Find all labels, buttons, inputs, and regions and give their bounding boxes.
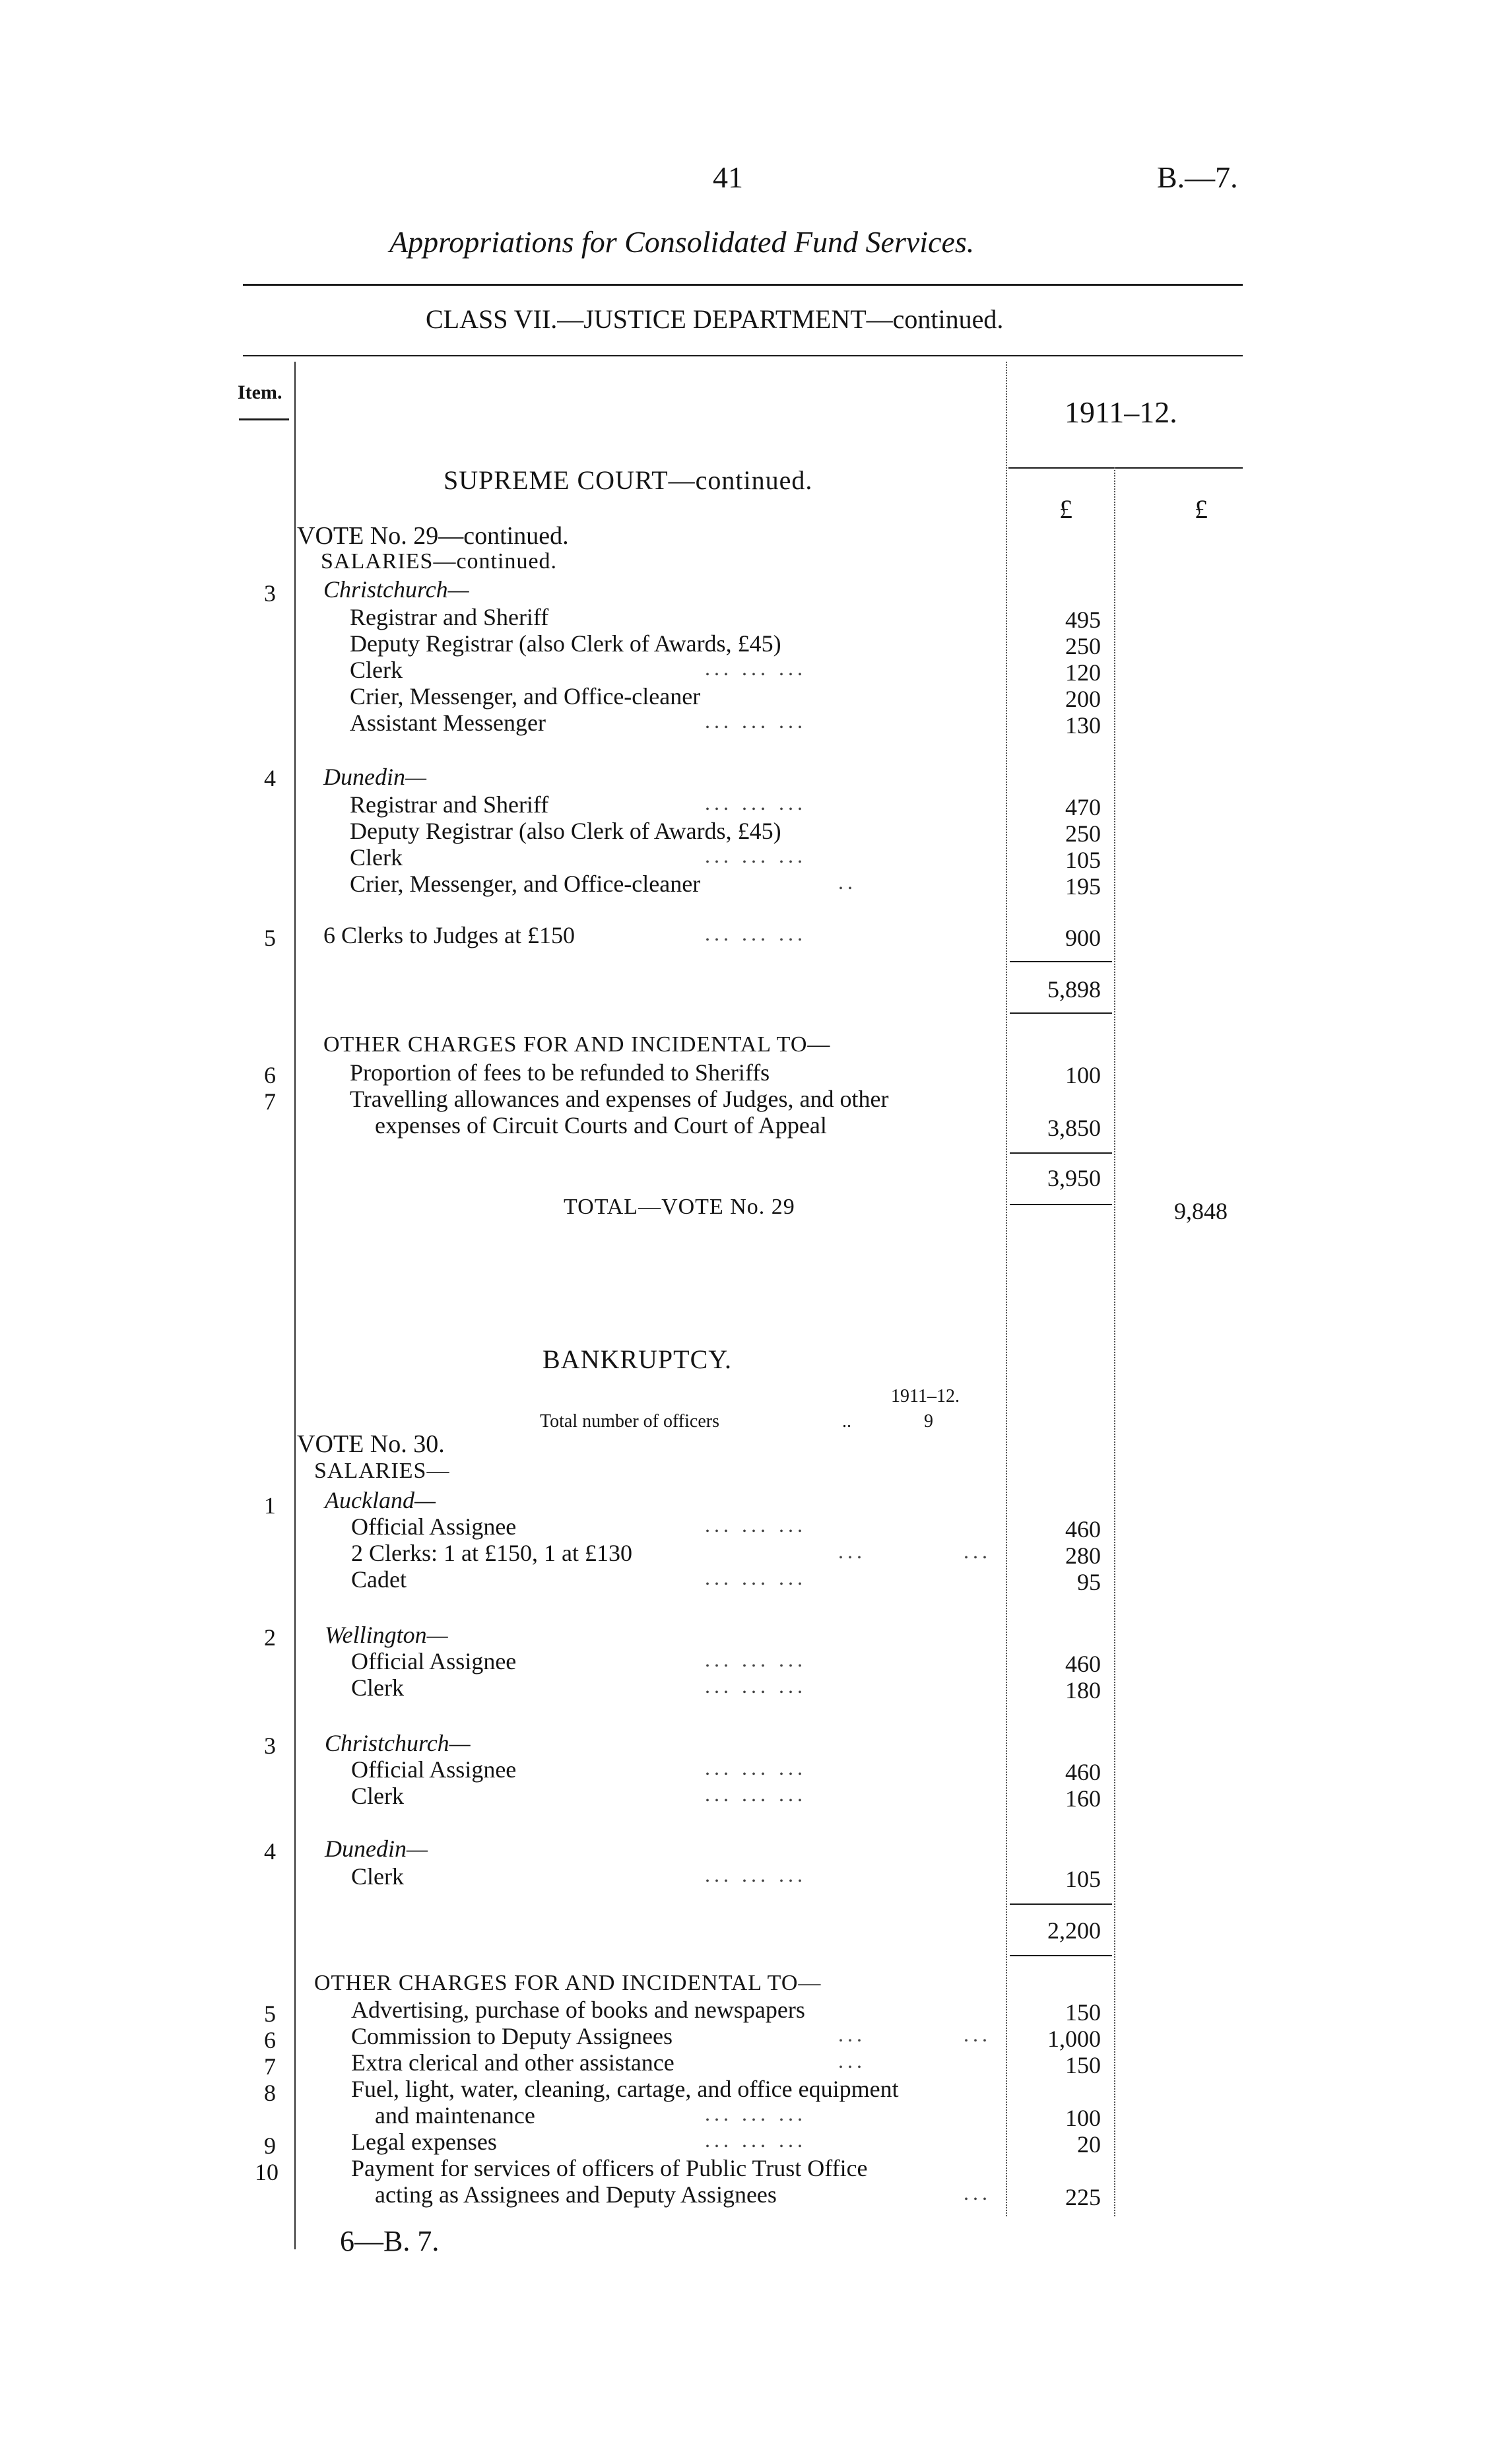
officers-label: Total number of officers [540, 1411, 719, 1432]
leader-dots: ... [838, 2022, 866, 2046]
place-heading: Dunedin— [325, 1836, 428, 1862]
item-column-header: Item. [238, 381, 282, 403]
officers-count: 9 [924, 1411, 933, 1432]
amount: 200 [1065, 686, 1101, 712]
place-heading: Christchurch— [325, 1730, 471, 1756]
line-item: Legal expenses [351, 2129, 497, 2155]
line-item: Extra clerical and other assistance [351, 2049, 674, 2076]
leader-dots: .. [838, 870, 857, 894]
line-item: Crier, Messenger, and Office-cleaner [350, 871, 701, 897]
line-item: Advertising, purchase of books and newspapers [351, 1997, 805, 2023]
item-number: 7 [264, 2053, 276, 2080]
line-item: 2 Clerks: 1 at £150, 1 at £130 [351, 1540, 632, 1566]
amount: 20 [1077, 2131, 1101, 2158]
vote-29-total: 9,848 [1174, 1198, 1228, 1224]
place-heading: Auckland— [325, 1487, 436, 1513]
amount: 130 [1065, 712, 1101, 739]
running-title: Appropriations for Consolidated Fund Services. [389, 225, 975, 259]
item-number: 5 [264, 2001, 276, 2027]
line-item-continued: expenses of Circuit Courts and Court of Appeal [375, 1112, 827, 1139]
line-item: Official Assignee [351, 1648, 517, 1674]
amount: 460 [1065, 1516, 1101, 1542]
subtotal-rule [1010, 1152, 1112, 1154]
other-charges-heading: OTHER CHARGES FOR AND INCIDENTAL TO— [323, 1032, 831, 1057]
amount: 250 [1065, 633, 1101, 659]
page-footer-signature: 6—B. 7. [340, 2225, 440, 2257]
salaries-heading: SALARIES—continued. [321, 549, 558, 574]
supreme-court-title: SUPREME COURT—continued. [444, 465, 813, 495]
amount: 100 [1065, 1062, 1101, 1088]
amount: 105 [1065, 1866, 1101, 1892]
line-item: Deputy Registrar (also Clerk of Awards, £45) [350, 630, 781, 657]
class-rule [243, 355, 1243, 356]
item-number: 1 [264, 1492, 276, 1519]
header-rule [243, 284, 1243, 286]
leader-dots: ... ... ... [705, 656, 806, 680]
document-code: B.—7. [1157, 160, 1238, 194]
leader-dots: ... ... ... [705, 2101, 806, 2125]
item-number: 4 [264, 765, 276, 791]
leader-dots: ... ... ... [705, 1513, 806, 1537]
line-item: Cadet [351, 1566, 407, 1593]
line-item: Deputy Registrar (also Clerk of Awards, £45) [350, 818, 781, 844]
line-item: Clerk [351, 1863, 404, 1890]
amount: 150 [1065, 2052, 1101, 2078]
amount: 100 [1065, 2105, 1101, 2131]
line-item: Official Assignee [351, 1756, 517, 1783]
line-item: Registrar and Sheriff [350, 791, 549, 818]
line-item: Payment for services of officers of Public Trust Office [351, 2155, 868, 2181]
subtotal-rule [1010, 961, 1112, 962]
leader-dots: ... ... ... [705, 791, 806, 814]
other-charges-heading: OTHER CHARGES FOR AND INCIDENTAL TO— [314, 1971, 822, 1995]
vote-29-total-label: TOTAL—VOTE No. 29 [564, 1195, 795, 1219]
page-number: 41 [713, 160, 743, 194]
place-heading: Wellington— [325, 1622, 448, 1648]
leader-dots: ... [964, 2181, 991, 2204]
vote-29-heading: VOTE No. 29—continued. [297, 522, 569, 550]
leader-dots: ... [964, 1539, 991, 1563]
place-heading: Christchurch— [323, 576, 469, 603]
leader-dots: ... ... ... [705, 1782, 806, 1806]
item-number: 6 [264, 1062, 276, 1088]
item-number: 3 [264, 580, 276, 607]
amount: 225 [1065, 2184, 1101, 2210]
subtotal-rule [1010, 1012, 1112, 1014]
other-charges-subtotal: 3,950 [1047, 1165, 1101, 1191]
line-item-continued: acting as Assignees and Deputy Assignees [375, 2181, 777, 2208]
currency-symbol-2: £ [1195, 494, 1208, 524]
salaries-heading: SALARIES— [314, 1459, 450, 1483]
class-heading-text: CLASS VII.—JUSTICE DEPARTMENT—continued. [426, 304, 1004, 334]
item-number: 6 [264, 2027, 276, 2053]
leader-dots: ... ... ... [705, 1756, 806, 1779]
leader-dots: ... ... ... [705, 1863, 806, 1886]
officers-dots: .. [842, 1411, 851, 1432]
item-number: 4 [264, 1838, 276, 1865]
salaries-subtotal: 5,898 [1047, 976, 1101, 1003]
amount: 1,000 [1047, 2026, 1101, 2052]
amount: 95 [1077, 1569, 1101, 1595]
line-item: 6 Clerks to Judges at £150 [323, 922, 575, 948]
line-item: Clerk [350, 844, 403, 871]
leader-dots: ... ... ... [705, 1566, 806, 1589]
leader-dots: ... [964, 2022, 991, 2046]
year-header-rule [1008, 467, 1243, 469]
line-item: Assistant Messenger [350, 710, 546, 736]
amount: 900 [1065, 925, 1101, 951]
amount: 195 [1065, 873, 1101, 900]
item-column-rule [294, 362, 296, 2249]
total-rule [1010, 1204, 1112, 1205]
line-item: Travelling allowances and expenses of Judges, and other [350, 1086, 889, 1112]
line-item-continued: and maintenance [375, 2102, 535, 2129]
amount: 105 [1065, 847, 1101, 873]
amount: 495 [1065, 607, 1101, 633]
item-number: 2 [264, 1624, 276, 1651]
amount: 120 [1065, 659, 1101, 686]
leader-dots: ... ... ... [705, 921, 806, 945]
item-number: 7 [264, 1088, 276, 1115]
amount: 160 [1065, 1785, 1101, 1812]
amount: 470 [1065, 794, 1101, 820]
line-item: Clerk [350, 657, 403, 683]
line-item: Fuel, light, water, cleaning, cartage, and office equipment [351, 2076, 899, 2102]
item-number: 3 [264, 1733, 276, 1759]
bankruptcy-title: BANKRUPTCY. [542, 1344, 732, 1374]
officers-year: 1911–12. [891, 1386, 960, 1406]
line-item: Registrar and Sheriff [350, 604, 549, 630]
leader-dots: ... ... ... [705, 844, 806, 867]
line-item: Commission to Deputy Assignees [351, 2023, 673, 2049]
item-number: 10 [255, 2159, 279, 2185]
leader-dots: ... ... ... [705, 709, 806, 733]
salaries-subtotal: 2,200 [1047, 1917, 1101, 1944]
line-item: Clerk [351, 1674, 404, 1701]
amount: 280 [1065, 1542, 1101, 1569]
amount: 460 [1065, 1759, 1101, 1785]
amount: 3,850 [1047, 1115, 1101, 1141]
amount: 460 [1065, 1651, 1101, 1677]
currency-symbol-1: £ [1059, 494, 1072, 524]
amount: 250 [1065, 820, 1101, 847]
line-item: Proportion of fees to be refunded to Sheriffs [350, 1059, 770, 1086]
item-header-rule [239, 418, 289, 420]
leader-dots: ... ... ... [705, 2128, 806, 2152]
leader-dots: ... [838, 2049, 866, 2072]
leader-dots: ... [838, 1539, 866, 1563]
item-number: 8 [264, 2080, 276, 2106]
line-item: Crier, Messenger, and Office-cleaner [350, 683, 701, 710]
leader-dots: ... ... ... [705, 1647, 806, 1671]
subtotal-rule [1010, 1955, 1112, 1956]
amount-column-left-rule [1006, 362, 1007, 2216]
vote-30-heading: VOTE No. 30. [297, 1430, 445, 1458]
item-number: 9 [264, 2133, 276, 2159]
subtotal-rule [1010, 1903, 1112, 1905]
class-heading [426, 304, 1003, 335]
leader-dots: ... ... ... [705, 1674, 806, 1698]
line-item: Official Assignee [351, 1513, 517, 1540]
amount: 180 [1065, 1677, 1101, 1704]
line-item: Clerk [351, 1783, 404, 1809]
place-heading: Dunedin— [323, 764, 426, 790]
year-column-header: 1911–12. [1065, 395, 1177, 429]
amount-column-mid-rule [1114, 467, 1115, 2216]
item-number: 5 [264, 925, 276, 951]
amount: 150 [1065, 1999, 1101, 2026]
